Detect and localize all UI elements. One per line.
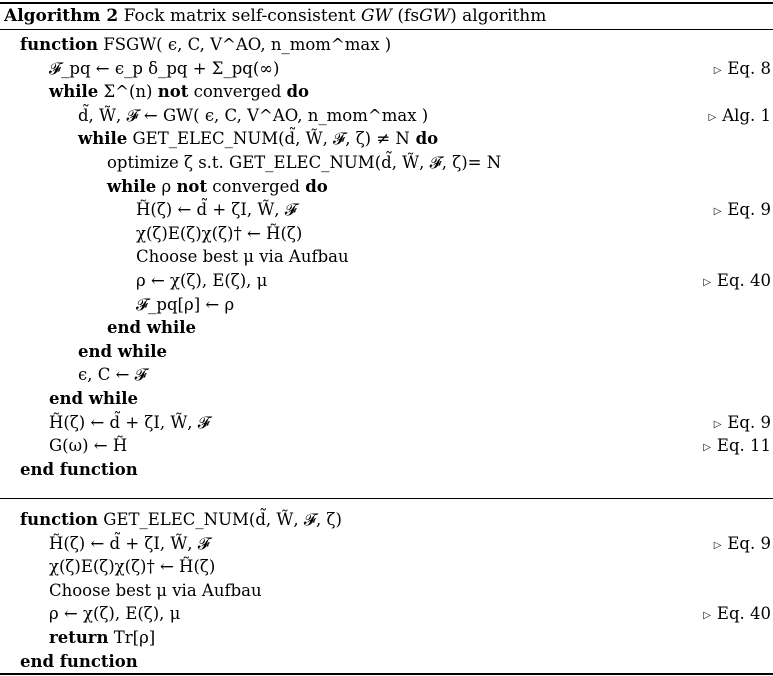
comment-text: Eq. 40 xyxy=(716,604,771,624)
caption-title-paren: (fs xyxy=(392,6,420,26)
comment-triangle-icon: ▷ xyxy=(708,111,717,123)
algorithm-line xyxy=(0,508,773,532)
algorithm-line-comment xyxy=(714,198,771,224)
algorithm-line-comment xyxy=(714,57,771,83)
algorithm-line xyxy=(0,316,773,340)
algorithm-line xyxy=(0,151,773,175)
algorithm-line-code: χ(ζ)E(ζ)χ(ζ)† ← H̃(ζ) xyxy=(136,223,303,243)
algorithm-line-code: χ(ζ)E(ζ)χ(ζ)† ← H̃(ζ) xyxy=(49,557,216,577)
comment-triangle-icon: ▷ xyxy=(713,418,722,430)
algorithm-line xyxy=(0,175,773,199)
algorithm-line-code: Choose best μ via Aufbau xyxy=(136,247,349,267)
algorithm-line xyxy=(0,555,773,579)
comment-text: Eq. 9 xyxy=(727,200,771,220)
top-rule xyxy=(0,2,773,4)
comment-triangle-icon: ▷ xyxy=(713,539,722,551)
algorithm-line-code: optimize ζ s.t. GET_ELEC_NUM(d̃, W̃, 𝓕, ζ)= N xyxy=(107,152,502,172)
algorithm-line xyxy=(0,57,773,81)
algorithm-line-code: while ρ not converged do xyxy=(107,176,328,196)
algorithm-line xyxy=(0,434,773,458)
algorithm-line xyxy=(0,222,773,246)
algorithm-line-comment xyxy=(714,532,771,558)
comment-text: Alg. 1 xyxy=(722,105,771,125)
algorithm-line-comment xyxy=(709,104,771,130)
caption-rule xyxy=(0,29,773,30)
algorithm-caption xyxy=(4,5,546,27)
caption-title-end: ) algorithm xyxy=(450,6,547,26)
algorithm-line-code: ρ ← χ(ζ), E(ζ), μ xyxy=(136,270,268,290)
algorithm-line-code: end while xyxy=(107,318,197,338)
algorithm-line-code: H̃(ζ) ← d̃ + ζI, W̃, 𝓕 xyxy=(49,533,210,553)
caption-label: Algorithm 2 xyxy=(4,6,119,26)
caption-title-main: Fock matrix self-consistent xyxy=(123,6,361,26)
separator-rule xyxy=(0,498,773,499)
get-elec-num-function-block xyxy=(0,508,773,673)
algorithm-line xyxy=(0,579,773,603)
algorithm-line xyxy=(0,33,773,57)
algorithm-line xyxy=(0,245,773,269)
comment-text: Eq. 11 xyxy=(716,436,771,456)
algorithm-line-code: function GET_ELEC_NUM(d̃, W̃, 𝓕, ζ) xyxy=(20,510,342,529)
algorithm-line xyxy=(0,104,773,128)
algorithm-line-code: d̃, W̃, 𝓕 ← GW( ϵ, C, V^AO, n_mom^max ) xyxy=(78,105,429,125)
algorithm-line xyxy=(0,650,773,674)
caption-title-gw2: GW xyxy=(419,6,451,26)
algorithm-line xyxy=(0,198,773,222)
fsgw-function-block xyxy=(0,33,773,481)
algorithm-line-code: H̃(ζ) ← d̃ + ζI, W̃, 𝓕 xyxy=(49,412,210,432)
algorithm-line-code: 𝓕_pq ← ϵ_p δ_pq + Σ_pq(∞) xyxy=(49,58,280,78)
algorithm-line-code: while Σ^(n) not converged do xyxy=(49,82,310,102)
algorithm-line xyxy=(0,293,773,317)
comment-triangle-icon: ▷ xyxy=(713,206,722,218)
algorithm-line-code: H̃(ζ) ← d̃ + ζI, W̃, 𝓕 xyxy=(136,200,297,220)
algorithm-line xyxy=(0,269,773,293)
algorithm-line xyxy=(0,80,773,104)
comment-triangle-icon: ▷ xyxy=(703,276,711,288)
algorithm-line-code: G(ω) ← H̃ xyxy=(49,436,128,456)
algorithm-line-code: end function xyxy=(20,651,138,671)
algorithm-line-code: Choose best μ via Aufbau xyxy=(49,580,262,600)
comment-triangle-icon: ▷ xyxy=(703,442,711,454)
algorithm-line-comment xyxy=(703,602,771,628)
algorithm-line xyxy=(0,626,773,650)
comment-text: Eq. 9 xyxy=(727,412,771,432)
algorithm-line-comment xyxy=(703,269,771,295)
algorithm-line xyxy=(0,532,773,556)
algorithm-line-code: return Tr[ρ] xyxy=(49,627,156,647)
algorithm-line xyxy=(0,411,773,435)
algorithm-line-code: ρ ← χ(ζ), E(ζ), μ xyxy=(49,604,181,624)
algorithm-line-code: while GET_ELEC_NUM(d̃, W̃, 𝓕, ζ) ≠ N do xyxy=(78,129,439,149)
algorithm-line-code: function FSGW( ϵ, C, V^AO, n_mom^max ) xyxy=(20,35,392,54)
algorithm-line xyxy=(0,340,773,364)
algorithm-line-comment xyxy=(714,411,771,437)
algorithm-line-code: end while xyxy=(78,341,168,361)
caption-title-gw: GW xyxy=(360,6,393,26)
algorithm-line-comment xyxy=(703,434,771,460)
comment-text: Eq. 8 xyxy=(727,58,771,78)
algorithm-line xyxy=(0,602,773,626)
algorithm-line-code: ϵ, C ← 𝓕 xyxy=(78,365,147,385)
comment-triangle-icon: ▷ xyxy=(703,610,711,622)
algorithm-line xyxy=(0,363,773,387)
algorithm-line-code: end function xyxy=(20,459,138,479)
algorithm-line xyxy=(0,387,773,411)
algorithm-line-code: end while xyxy=(49,388,139,408)
bottom-rule xyxy=(0,673,773,675)
algorithm-line xyxy=(0,458,773,482)
comment-triangle-icon: ▷ xyxy=(713,64,722,76)
algorithm-line-code: 𝓕_pq[ρ] ← ρ xyxy=(136,294,235,314)
comment-text: Eq. 40 xyxy=(716,270,771,290)
algorithm-line xyxy=(0,127,773,151)
comment-text: Eq. 9 xyxy=(727,533,771,553)
